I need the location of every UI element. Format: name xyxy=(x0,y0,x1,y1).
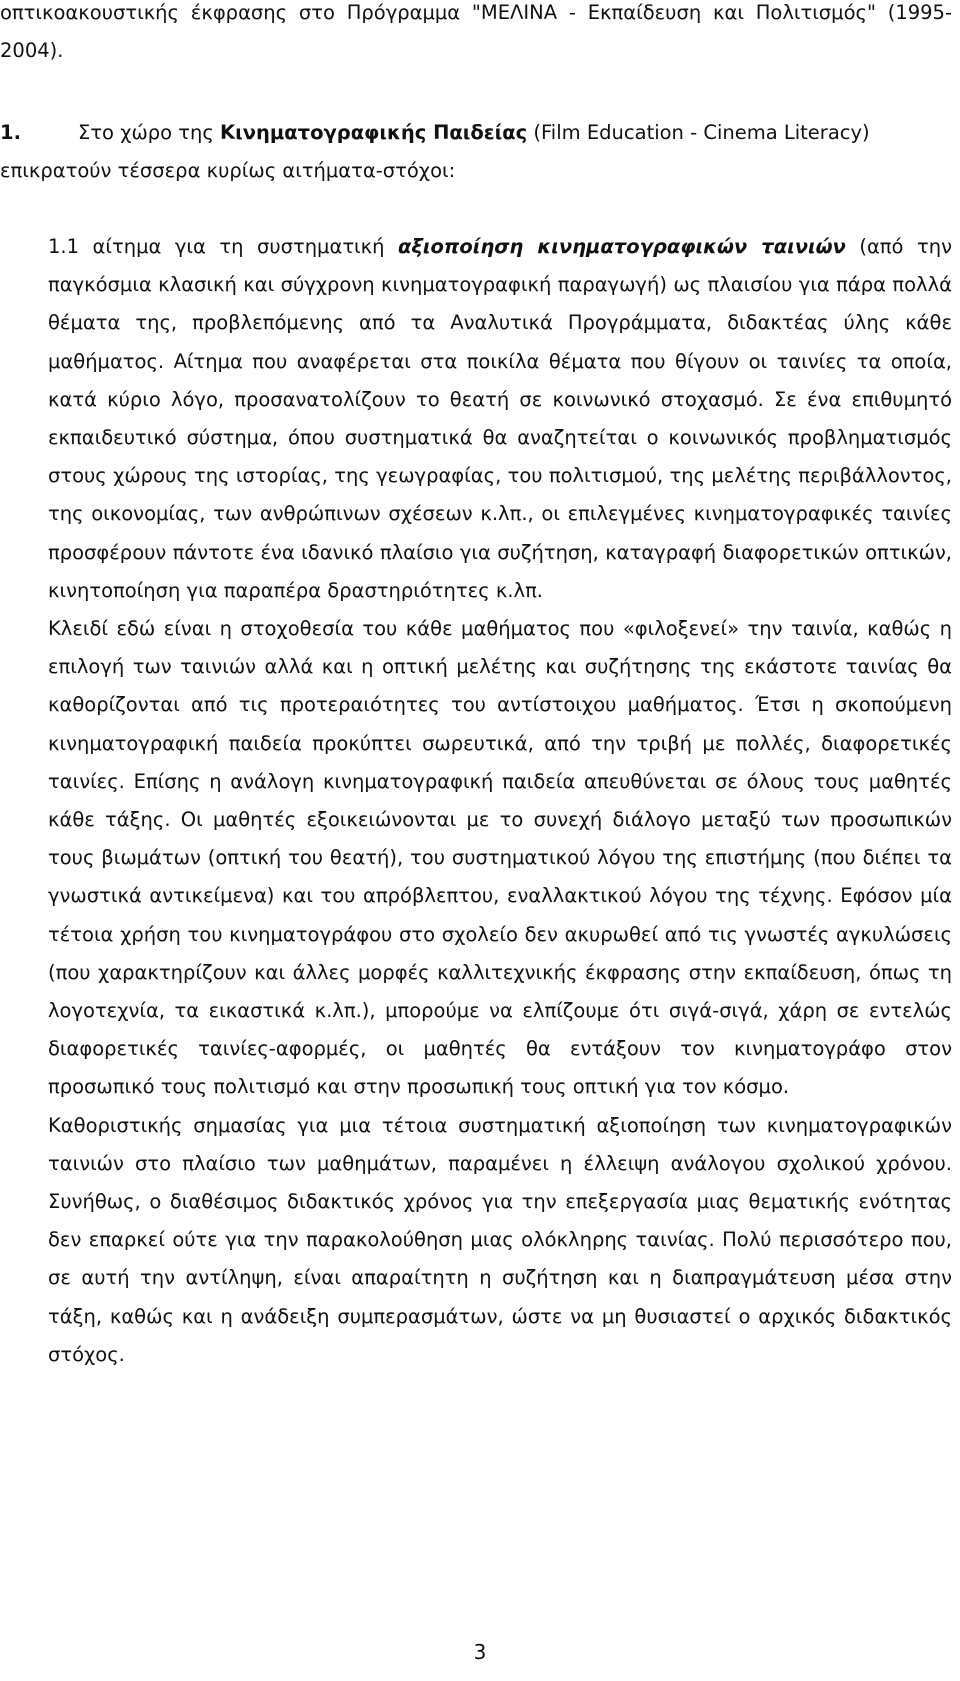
paragraph-3: Καθοριστικής σημασίας για μια τέτοια συστηματική αξιοποίηση των κινηματογραφικών ταινιών στο πλαίσιο των μαθημάτων, παραμένει η έλλειψη ανάλογου σχολικού χρόνου. Συνήθως, ο διαθέσιμος διδακτικός χρόνος για την επεξεργασία μιας θεματικής ενότητας δεν επαρκεί ούτε για την παρακολούθηση μιας ολόκληρης ταινίας. Πολύ περισσότερο που, σε αυτή την αντίληψη, είναι απαραίτητη η συζήτηση και η διαπραγμάτευση μέσα στην τάξη, καθώς και η ανάδειξη συμπερασμάτων, ώστε να μη θυσιαστεί ο αρχικός διδακτικός στόχος. xyxy=(48,1113,952,1366)
intro-paragraph: οπτικοακουστικής έκφρασης στο Πρόγραμμα "ΜΕΛΙΝΑ - Εκπαίδευση και Πολιτισμός" (1995-2004). xyxy=(0,1,952,63)
section-suffix: (Film Education - Cinema Literacy) επικρατούν τέσσερα κυρίως αιτήματα-στόχοι: xyxy=(0,121,870,183)
section-bold-term: Κινηματογραφικής Παιδείας xyxy=(220,121,528,144)
page-number: 3 xyxy=(473,1640,487,1664)
paragraph-2: Κλειδί εδώ είναι η στοχοθεσία του κάθε μαθήματος που «φιλοξενεί» την ταινία, καθώς η επιλογή των ταινιών αλλά και η οπτική μελέτης και συζήτησης της εκάστοτε ταινίας θα καθορίζονται από τις προτεραιότητες του αντίστοιχου μαθήματος. Έτσι η σκοπούμενη κινηματογραφική παιδεία προκύπτει σωρευτικά, από την τριβή με πολλές, διαφορετικές ταινίες. Επίσης η ανάλογη κινηματογραφική παιδεία απευθύνεται σε όλους τους μαθητές κάθε τάξης. Οι μαθητές εξοικειώνονται με το συνεχή διάλογο μεταξύ των προσωπικών τους βιωμάτων (οπτική του θεατή), του συστηματικού λόγου της επιστήμης (που διέπει τα γνωστικά αντικείμενα) και του απρόβλεπτου, εναλλακτικού λόγου της τέχνης. Εφόσον μία τέτοια χρήση του κινηματογράφου στο σχολείο δεν ακυρωθεί από τις γνωστές αγκυλώσεις (που χαρακτηρίζουν και άλλες μορφές καλλιτεχνικής έκφρασης στην εκπαίδευση, όπως τη λογοτεχνία, τα εικαστικά κ.λπ.), μπορούμε να ελπίζουμε ότι σιγά-σιγά, χάρη σε εντελώς διαφορετικές ταινίες-αφορμές, οι μαθητές θα εντάξουν τον κινηματογράφο στον προσωπικό τους πολιτισμό και στην προσωπική τους οπτική για τον κόσμο. xyxy=(48,617,952,1099)
item-prefix: αίτημα για τη συστηματική xyxy=(79,235,399,258)
section-number: 1. xyxy=(0,121,21,144)
item-rest: (από την παγκόσμια κλασική και σύγχρονη κινηματογραφική παραγωγή) ως πλαισίου για πάρα πολλά θέματα της, προβλεπόμενης από τα Αναλυτικά Προγράμματα, διδακτέας ύλης κάθε μαθήματος. Αίτημα που αναφέρεται στα ποικίλα θέματα που θίγουν οι ταινίες τα οποία, κατά κύριο λόγο, προσανατολίζουν το θεατή σε κοινωνικό στοχασμό. Σε ένα επιθυμητό εκπαιδευτικό σύστημα, όπου συστηματικά θα αναζητείται ο κοινωνικός προβληματισμός στους χώρους της ιστορίας, της γεωγραφίας, του πολιτισμού, της μελέτης περιβάλλοντος, της οικονομίας, των ανθρώπινων σχέσεων κ.λπ., οι επιλεγμένες κινηματογραφικές ταινίες προσφέρουν πάντοτε ένα ιδανικό πλαίσιο για συζήτηση, καταγραφή διαφορετικών οπτικών, κινητοποίηση για παραπέρα δραστηριότητες κ.λπ. xyxy=(48,235,952,602)
body-text xyxy=(48,228,952,1374)
item-paragraph xyxy=(48,228,952,610)
section-prefix: Στο χώρο της xyxy=(78,121,221,144)
section-heading-paragraph xyxy=(0,114,952,190)
item-number: 1.1 xyxy=(48,235,80,258)
item-emphasis: αξιοποίηση κινηματογραφικών ταινιών xyxy=(398,235,846,258)
